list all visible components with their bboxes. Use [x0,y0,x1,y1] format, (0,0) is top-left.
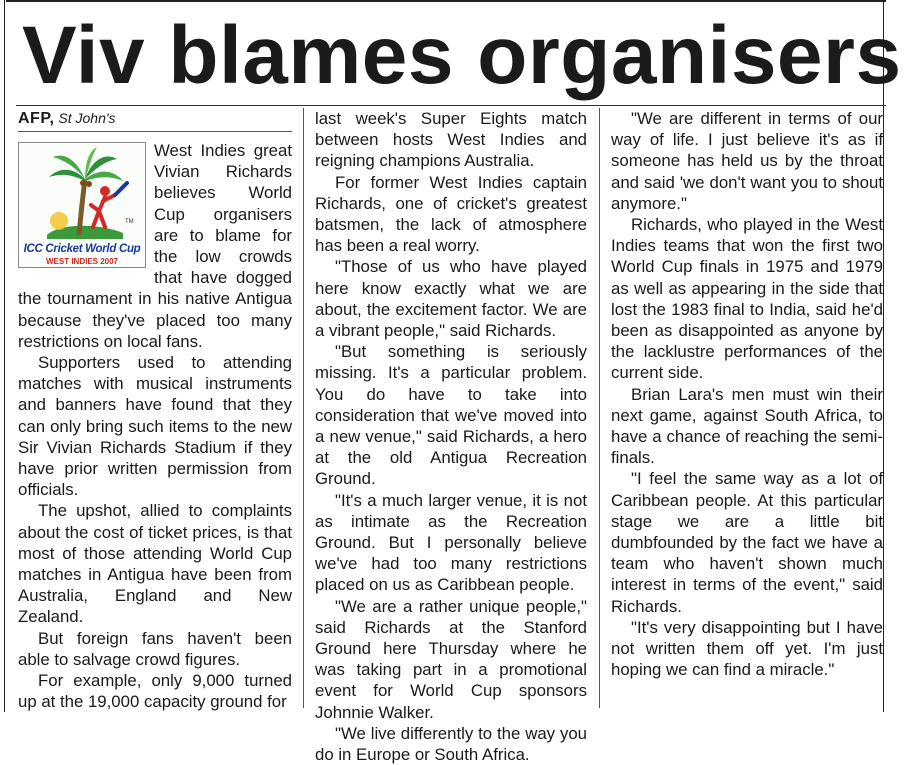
headline: Viv blames organisers [22,10,902,101]
paragraph: For former West Indies captain Richards, one of cricket's greatest batsmen, the lack of atmosphere has been a real worry. [315,172,587,256]
paragraph: Richards, who played in the West Indies teams that won the first two World Cup finals in 1975 and 1979 as well as appearing in the side that lost the 1983 final to India, said he'd been as disappointed as anyone by the lacklustre performances of the current side. [611,215,883,383]
palm-tree-cricketer-icon [19,143,145,243]
headline-rule [16,105,886,106]
paragraph: "Those of us who have played here know exactly what we are about, the excitement factor. We are a vibrant people," said Richards. [315,257,587,341]
svg-text:TM: TM [125,219,134,225]
paragraph: Supporters used to attending matches with musical instruments and banners have found that they can only bring such items to the new Sir Vivian Richards Stadium if they have prior written permission from officials. [18,353,292,500]
logo-subtitle: WEST INDIES 2007 [45,257,119,266]
paragraph: "We are different in terms of our way of life. I just believe it's as if someone has held us by the throat and said 'we don't want you to shout anymore." [611,109,883,213]
column-rule [599,108,600,708]
paragraph: "But something is seriously missing. It's a particular problem. You do have to take into consideration that we've moved into a new venue," said Richards, a hero at the old Antigua Recreation Ground. [315,342,587,489]
column-3 [611,108,883,708]
paragraph: "We live differently to the way you do in Europe or South Africa. [315,723,587,765]
paragraph: The upshot, allied to complaints about the cost of ticket prices, is that most of those attending World Cup matches in Antigua have been from Australia, England and New Zealand. [18,501,292,627]
paragraph: "We are a rather unique people," said Richards at the Stanford Ground here Thursday where he was taking part in a promotional event for World Cup sponsors Johnnie Walker. [315,596,587,722]
left-border [4,0,5,712]
top-border [6,0,886,2]
paragraph: "I feel the same way as a lot of Caribbean people. At this particular stage we are a little bit dumbfounded by the fact we have a team who haven't shown much interest in terms of the event," said Richards. [611,469,883,616]
paragraph: Brian Lara's men must win their next game, against South Africa, to have a chance of reaching the semi-finals. [611,384,883,468]
byline-rule [18,131,292,132]
byline-agency: AFP, [18,110,55,127]
byline [18,108,292,129]
paragraph: "It's a much larger venue, it is not as intimate as the Recreation Ground. But I personally believe we've had too many restrictions placed on us as Caribbean people. [315,490,587,595]
paragraph: West Indies great Vivian Richards believes World Cup organisers are to blame for the low crowds that have dogged the tournament in his native Antigua because they've placed too many restrictions on local fans. [18,141,292,351]
right-border [883,0,884,712]
column-2 [315,108,587,765]
paragraph: But foreign fans haven't been able to salvage crowd figures. [18,628,292,669]
logo-title: ICC Cricket World Cup [23,243,141,255]
icc-world-cup-logo [18,142,146,268]
paragraph: last week's Super Eights match between hosts West Indies and reigning champions Australia. [315,109,587,171]
byline-place: St John's [58,110,116,126]
column-rule [303,108,304,708]
paragraph: For example, only 9,000 turned up at the 19,000 capacity ground for [18,671,292,712]
paragraph: "It's very disappointing but I have not written them off yet. I'm just hoping we can find a miracle." [611,617,883,680]
column-1 [18,108,292,712]
